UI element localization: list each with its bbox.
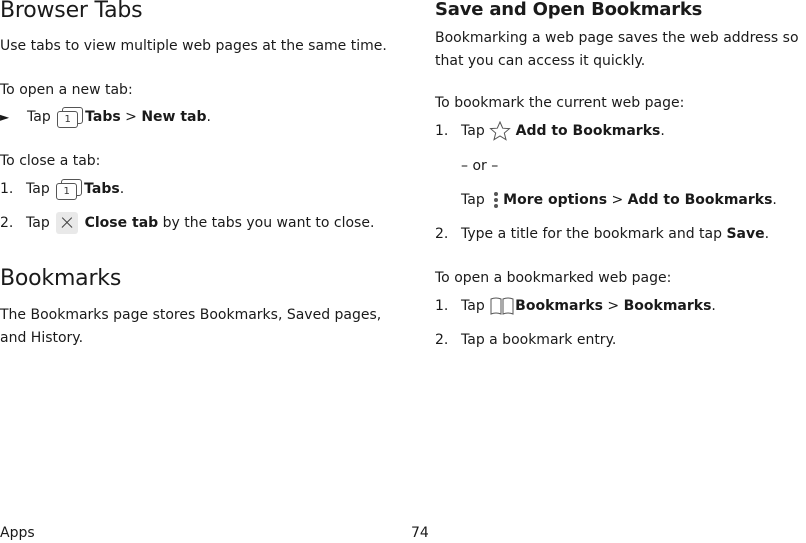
bookmarks-line-1: The Bookmarks page stores Bookmarks, Saved pages, [0,307,382,323]
period: . [772,192,777,208]
period: . [764,226,770,242]
add-to-bookmarks-label: Add to Bookmarks [515,123,661,139]
add-to-bookmarks-label: Add to Bookmarks [627,192,773,208]
separator: > [125,109,137,125]
tap-label: Tap [27,109,51,125]
page-number: 74 [411,525,429,541]
step-text: Tap a bookmark entry. [461,332,617,348]
close-icon [56,212,78,234]
star-icon [489,121,511,141]
tabs-icon: 1 [57,107,83,127]
open-step-1 [435,295,716,318]
open-tab-step [0,106,211,129]
step-number: 2. [435,226,449,242]
tabs-label: Tabs [84,181,120,197]
bookmarks-heading: Bookmarks [0,266,122,291]
step-number: 1. [0,181,14,197]
step-number: 1. [435,298,449,314]
more-options-icon [491,191,501,209]
step-marker: ► [0,110,10,124]
or-separator: – or – [461,158,499,174]
close-step-1 [0,178,124,201]
step-text: Type a title for the bookmark and tap [461,226,722,242]
separator: > [611,192,624,208]
new-tab-label: New tab [141,109,207,125]
tap-label: Tap [461,123,485,139]
close-tab-heading: To close a tab: [0,153,101,169]
more-options-label: More options [503,192,608,208]
bookmark-current-heading: To bookmark the current web page: [435,95,685,111]
step-number: 2. [435,332,449,348]
browser-tabs-heading: Browser Tabs [0,0,143,23]
separator: > [607,298,620,314]
tabs-icon: 1 [56,179,82,199]
bookmarks-label: Bookmarks [515,298,603,314]
bookmarks-icon [489,296,515,316]
period: . [119,181,125,197]
intro-line-2: that you can access it quickly. [435,53,646,69]
period: . [711,298,716,314]
open-bookmarked-heading: To open a bookmarked web page: [435,270,672,286]
intro-line-1: Bookmarking a web page saves the web address so [435,30,799,46]
open-tab-heading: To open a new tab: [0,82,133,98]
bookmark-step-2 [435,223,769,246]
period: . [206,109,211,125]
bookmarks-tab-label: Bookmarks [623,298,712,314]
close-tab-label: Close tab [84,215,159,231]
tabs-label: Tabs [85,109,121,125]
browser-tabs-intro: Use tabs to view multiple web pages at the same time. [0,38,387,54]
period: . [660,123,665,139]
step-number: 2. [0,215,14,231]
tap-label: Tap [461,192,485,208]
tap-label: Tap [26,181,50,197]
bookmarks-line-2: and History. [0,330,84,346]
close-step-text: by the tabs you want to close. [162,215,375,231]
open-step-2 [435,329,616,352]
save-label: Save [726,226,765,242]
bookmark-alt-step [461,189,777,212]
footer-section: Apps [0,525,35,541]
tap-label: Tap [26,215,50,231]
tap-label: Tap [461,298,485,314]
save-open-bookmarks-heading: Save and Open Bookmarks [435,0,703,20]
bookmark-step-1 [435,120,665,143]
close-step-2 [0,212,374,235]
step-number: 1. [435,123,449,139]
